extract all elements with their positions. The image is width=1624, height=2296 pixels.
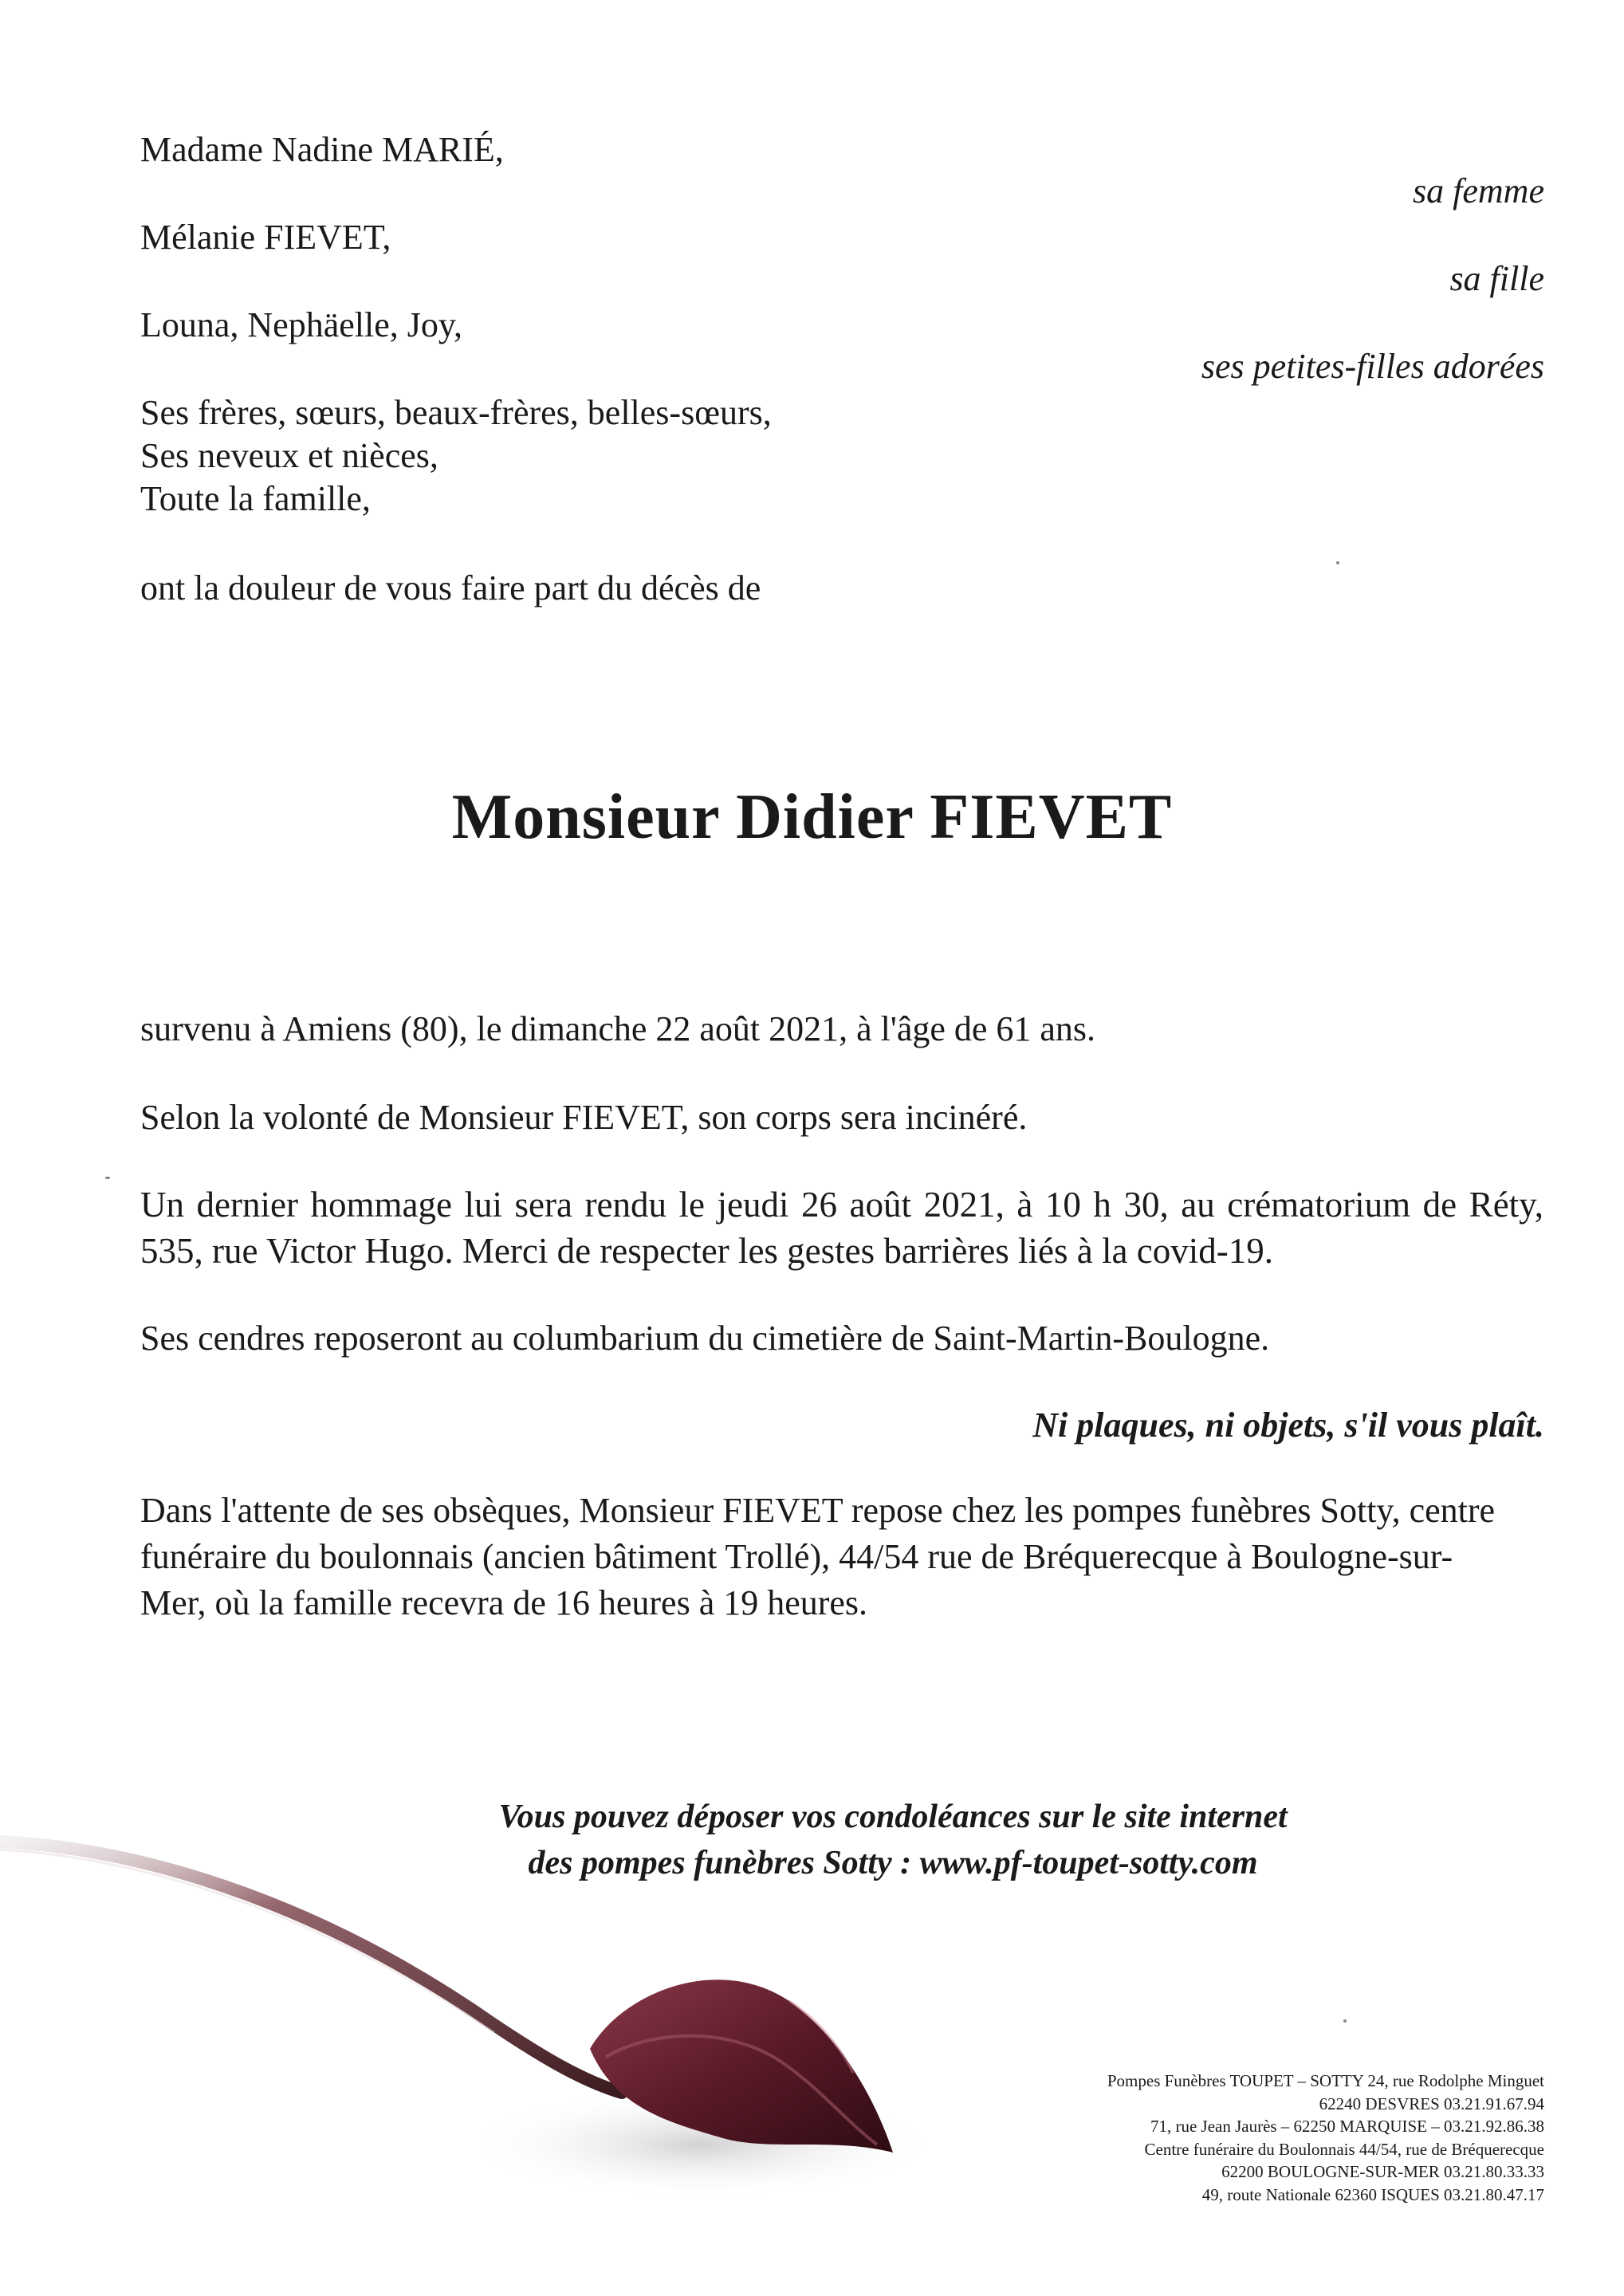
death-info: survenu à Amiens (80), le dimanche 22 août 2021, à l'âge de 61 ans. — [140, 1009, 1096, 1048]
family-siblings: Ses frères, sœurs, beaux-frères, belles-sœurs, — [140, 393, 772, 432]
tribute-info: Un dernier hommage lui sera rendu le jeudi 26 août 2021, à 10 h 30, au crématorium de Réty, 535, rue Victor Hugo. Merci de respecter les gestes barrières liés à la covid-19. — [140, 1185, 1543, 1271]
footer-line-5: 62200 BOULOGNE-SUR-MER 03.21.80.33.33 — [1221, 2162, 1544, 2181]
footer-line-3: 71, rue Jean Jaurès – 62250 MARQUISE – 03.21.92.86.38 — [1150, 2117, 1544, 2136]
footer-line-6: 49, route Nationale 62360 ISQUES 03.21.80.47.17 — [1201, 2184, 1544, 2204]
family-granddaughters: Louna, Nephäelle, Joy, — [140, 305, 463, 344]
family-daughter: Mélanie FIEVET, — [140, 218, 391, 257]
relation-granddaughters: ses petites-filles adorées — [1201, 347, 1544, 386]
relation-daughter: sa fille — [1449, 259, 1544, 298]
footer-line-1: Pompes Funèbres TOUPET – SOTTY 24, rue Rodolphe Minguet — [1107, 2071, 1544, 2090]
repose-info: Dans l'attente de ses obsèques, Monsieur FIEVET repose chez les pompes funèbres Sotty, centre funéraire du boulonnais (ancien bâtiment Trollé), 44/54 rue de Bréquerecque à Boulogne-sur-Mer, où la famille recevra de 16 heures à 19 heures. — [140, 1491, 1496, 1622]
footer-line-2: 62240 DESVRES 03.21.91.67.94 — [1319, 2094, 1544, 2113]
no-flowers-note: Ni plaques, ni objets, s'il vous plaît. — [1032, 1406, 1544, 1445]
condolences-line-2: des pompes funèbres Sotty : www.pf-toupet-sotty.com — [528, 1845, 1258, 1881]
condolences-note — [335, 1794, 1451, 1886]
scan-speck — [1336, 561, 1339, 564]
cremation-wish: Selon la volonté de Monsieur FIEVET, son corps sera incinéré. — [140, 1098, 1028, 1137]
family-all: Toute la famille, — [140, 479, 371, 518]
family-wife: Madame Nadine MARIÉ, — [140, 130, 504, 169]
ashes-info: Ses cendres reposeront au columbarium du cimetière de Saint-Martin-Boulogne. — [140, 1319, 1270, 1358]
deceased-name: Monsieur Didier FIEVET — [451, 782, 1173, 852]
condolences-line-1: Vous pouvez déposer vos condoléances sur le site internet — [498, 1799, 1288, 1835]
relation-wife: sa femme — [1413, 171, 1544, 210]
scan-speck — [105, 1177, 110, 1179]
footer-line-4: Centre funéraire du Boulonnais 44/54, rue de Bréquerecque — [1144, 2139, 1544, 2159]
funeral-home-contact — [938, 2070, 1544, 2206]
announcement: ont la douleur de vous faire part du décès de — [140, 568, 761, 607]
scan-speck — [1343, 2019, 1347, 2023]
family-nephews: Ses neveux et nièces, — [140, 436, 438, 475]
